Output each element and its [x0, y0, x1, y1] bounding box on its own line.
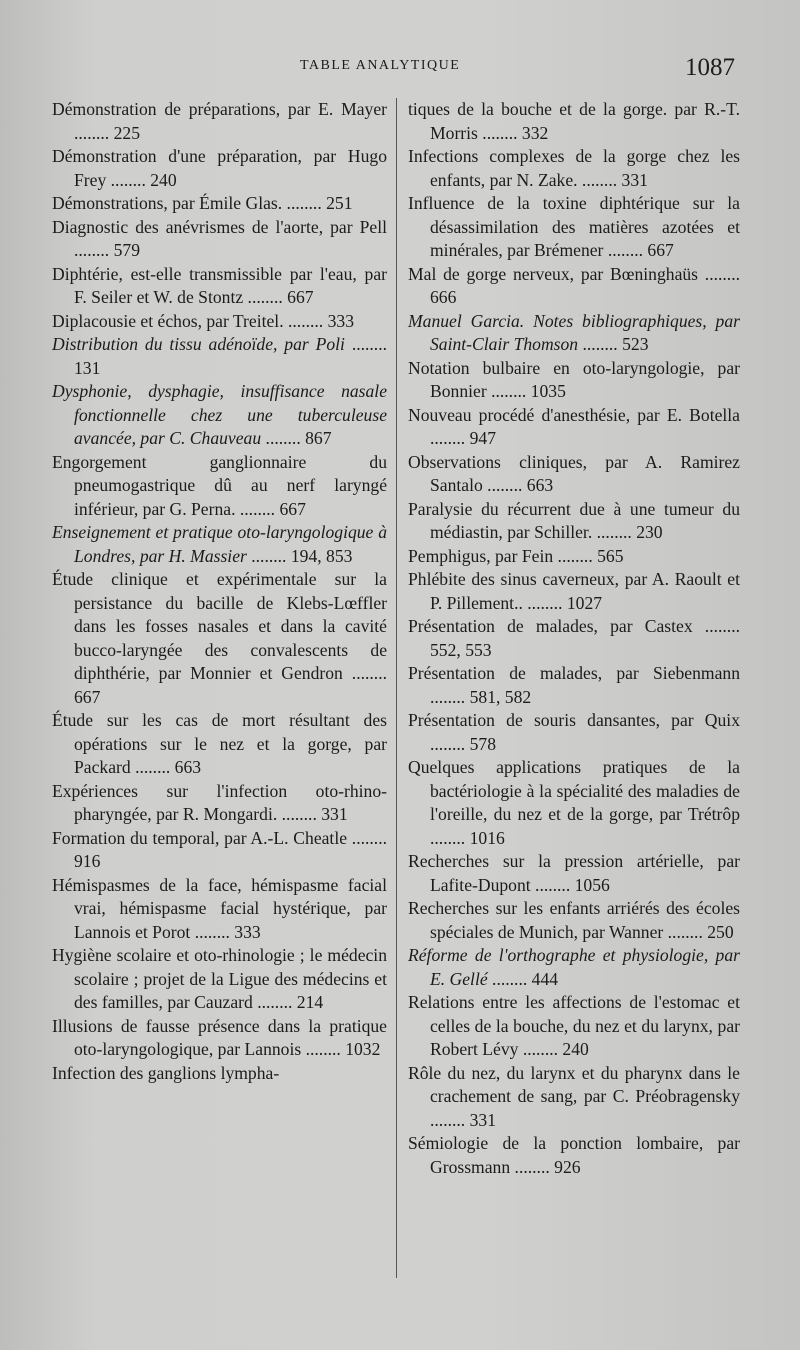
entry-title: Mal de gorge nerveux, par Bœninghaüs: [408, 263, 699, 284]
entry-page-number: 947: [469, 428, 496, 448]
index-entry: [52, 568, 387, 709]
index-entry: [52, 263, 387, 310]
index-entry: [408, 944, 740, 991]
leader-dots: ........: [487, 968, 532, 989]
index-entry: [52, 380, 387, 451]
index-entry: [52, 780, 387, 827]
entry-title: Infection des ganglions lympha-: [52, 1062, 280, 1083]
index-entry: [408, 98, 740, 145]
leader-dots: ........: [344, 334, 388, 354]
leader-dots: ........: [486, 381, 531, 401]
index-entry: [408, 310, 740, 357]
leader-dots: ........: [663, 921, 708, 942]
entry-title: Présentation de malades, par Castex: [408, 616, 693, 636]
index-entry: [408, 263, 740, 310]
entry-title: Présentation de malades, par Siebenmann: [408, 663, 740, 683]
entry-title: Distribution du tissu adénoïde, par Poli: [52, 334, 345, 354]
entry-title: Manuel Garcia. Notes bibliographiques, par Saint-Clair Thomson: [408, 310, 740, 354]
entry-page-number: 667: [74, 686, 101, 707]
index-entry: [52, 451, 387, 522]
entry-title: Recherches sur les enfants arriérés des écoles spéciales de Munich, par Wanner: [408, 898, 740, 942]
leader-dots: ........: [692, 616, 740, 636]
leader-dots: ........: [74, 122, 114, 143]
index-entry: [52, 521, 387, 568]
entry-page-number: 916: [74, 851, 101, 871]
index-entry: [52, 145, 387, 192]
entry-title: Expériences sur l'infection oto-rhino-pharyngée, par R. Mongardi.: [52, 780, 387, 824]
entry-page-number: 240: [562, 1039, 589, 1059]
entry-page-number: 331: [321, 804, 348, 824]
leader-dots: ........: [342, 663, 387, 683]
leader-dots: ........: [522, 592, 567, 613]
entry-title: Diphtérie, est-elle transmissible par l'eau, par F. Seiler et W. de Stontz: [52, 263, 387, 307]
entry-title: Étude sur les cas de mort résultant des opérations sur le nez et la gorge, par Packard: [52, 710, 387, 777]
leader-dots: ........: [74, 240, 114, 260]
leader-dots: ........: [603, 240, 648, 260]
leader-dots: ........: [430, 827, 470, 848]
index-entry: [408, 1062, 740, 1133]
leader-dots: ........: [530, 874, 575, 895]
leader-dots: ........: [430, 1109, 470, 1130]
leader-dots: ........: [246, 545, 291, 566]
index-entry: [408, 568, 740, 615]
index-entry: [52, 874, 387, 945]
index-entry: [408, 991, 740, 1062]
leader-dots: ........: [553, 545, 598, 566]
index-entry: [408, 357, 740, 404]
index-entry: [52, 192, 387, 216]
entry-page-number: 333: [234, 921, 261, 942]
leader-dots: ........: [261, 428, 306, 448]
index-entry: [408, 709, 740, 756]
page-number: 1087: [685, 54, 735, 81]
entry-title: Influence de la toxine diphtérique sur la désassimilation des matières azotées et minérales, par Brémener: [408, 193, 740, 260]
entry-title: Hémispasmes de la face, hémispasme facial vrai, hémispasme facial hystérique, par Lannois et Porot: [52, 874, 387, 942]
index-entry: [408, 192, 740, 263]
entry-page-number: 225: [113, 122, 140, 143]
leader-dots: ........: [282, 193, 327, 213]
entry-page-number: 663: [174, 757, 202, 777]
index-entry: [408, 145, 740, 192]
index-entry: [408, 756, 740, 850]
entry-title: Hygiène scolaire et oto-rhinologie ; le médecin scolaire ; projet de la Ligue des médecins et des familles, par Cauzard: [52, 945, 387, 1012]
entry-title: tiques de la bouche et de la gorge. par R.-T. Morris: [408, 99, 740, 143]
entry-page-number: 333: [327, 310, 354, 331]
entry-title: Réforme de l'orthographe et physiologie, par E. Gellé: [408, 945, 740, 989]
entry-page-number: 194, 853: [290, 545, 353, 566]
entry-title: Nouveau procédé d'anesthésie, par E. Botella: [408, 404, 740, 425]
leader-dots: ........: [698, 263, 740, 284]
entry-title: Infections complexes de la gorge chez les enfants, par N. Zake.: [408, 146, 740, 190]
entry-title: Diagnostic des anévrismes de l'aorte, par Pell: [52, 216, 387, 237]
entry-page-number: 667: [647, 240, 674, 260]
entry-page-number: 523: [622, 334, 649, 354]
entry-title: Engorgement ganglionnaire du pneumogastrique dû au nerf laryngé inférieur, par G. Perna.: [52, 451, 387, 519]
entry-page-number: 251: [326, 193, 353, 213]
index-entry: [408, 615, 740, 662]
entry-page-number: 1016: [469, 827, 505, 848]
entry-page-number: 667: [279, 498, 306, 519]
index-entry: [52, 98, 387, 145]
index-entry: [52, 216, 387, 263]
entry-page-number: 581, 582: [469, 686, 532, 707]
entry-page-number: 1035: [530, 381, 566, 401]
index-entry: [52, 1062, 387, 1086]
column-divider: [396, 98, 397, 1278]
entry-title: Illusions de fausse présence dans la pratique oto-laryngologique, par Lannois: [52, 1015, 387, 1059]
entry-page-number: 1056: [574, 874, 610, 895]
index-entry: [408, 498, 740, 545]
index-entry: [52, 1015, 387, 1062]
entry-title: Présentation de souris dansantes, par Quix: [408, 710, 740, 730]
entry-page-number: 552, 553: [430, 639, 492, 660]
leader-dots: ........: [283, 310, 328, 331]
entry-title: Démonstration d'une préparation, par Hugo Frey: [52, 146, 387, 190]
index-entry: [408, 545, 740, 569]
entry-title: Démonstration de préparations, par E. Mayer: [52, 99, 387, 119]
entry-title: Phlébite des sinus caverneux, par A. Raoult et P. Pillement..: [408, 569, 740, 613]
index-entry: [52, 709, 387, 780]
entry-page-number: 579: [113, 240, 140, 260]
entry-page-number: 240: [150, 169, 177, 190]
entry-page-number: 663: [526, 475, 554, 495]
entry-page-number: 131: [74, 357, 101, 378]
index-entry: [52, 827, 387, 874]
entry-title: Enseignement et pratique oto-laryngologique à Londres, par H. Massier: [52, 522, 387, 566]
leader-dots: ........: [430, 428, 470, 448]
leader-dots: ........: [252, 992, 297, 1012]
entry-page-number: 1027: [566, 592, 603, 613]
entry-title: Paralysie du récurrent due à une tumeur du médiastin, par Schiller.: [408, 498, 740, 542]
entry-title: Observations cliniques, par A. Ramirez Santalo: [408, 451, 740, 495]
entry-title: Formation du temporal, par A.-L. Cheatle: [52, 827, 348, 848]
entry-title: Sémiologie de la ponction lombaire, par Grossmann: [408, 1133, 740, 1177]
entry-title: Pemphigus, par Fein: [408, 545, 554, 566]
index-entry: [52, 333, 387, 380]
leader-dots: ........: [477, 122, 522, 143]
entry-page-number: 867: [305, 428, 332, 448]
leader-dots: ........: [235, 498, 280, 519]
entry-page-number: 332: [521, 122, 549, 143]
leader-dots: ........: [577, 169, 622, 190]
leader-dots: ........: [243, 287, 288, 307]
entry-page-number: 1032: [345, 1039, 381, 1059]
entry-page-number: 926: [554, 1156, 581, 1177]
index-entry: [408, 1132, 740, 1179]
entry-page-number: 578: [469, 733, 496, 754]
leader-dots: ........: [301, 1039, 346, 1059]
entry-title: Dysphonie, dysphagie, insuffisance nasale fonctionnelle chez une tuberculeuse avancée, par C. Chauveau: [52, 381, 387, 448]
entry-title: Démonstrations, par Émile Glas.: [52, 193, 283, 213]
entry-title: Relations entre les affections de l'estomac et celles de la bouche, du nez et du larynx, par Robert Lévy: [408, 992, 740, 1059]
leader-dots: ........: [518, 1039, 563, 1059]
leader-dots: ........: [106, 169, 151, 190]
entry-page-number: 667: [287, 287, 314, 307]
leader-dots: ........: [430, 733, 470, 754]
leader-dots: ........: [510, 1156, 555, 1177]
entry-page-number: 250: [707, 921, 734, 942]
index-column-left: [52, 98, 387, 1085]
entry-page-number: 214: [296, 992, 324, 1012]
index-entry: [408, 850, 740, 897]
entry-page-number: 565: [597, 545, 624, 566]
index-entry: [408, 404, 740, 451]
leader-dots: ........: [130, 757, 175, 777]
entry-title: Rôle du nez, du larynx et du pharynx dans le crachement de sang, par C. Préobragensky: [408, 1062, 740, 1106]
entry-title: Diplacousie et échos, par Treitel.: [52, 310, 284, 331]
leader-dots: ........: [347, 827, 387, 848]
leader-dots: ........: [277, 804, 322, 824]
index-entry: [52, 944, 387, 1015]
entry-title: Étude clinique et expérimentale sur la persistance du bacille de Klebs-Lœffler dans les fosses nasales et dans la cavité bucco-laryngée des convalescents de diphthérie, par Monnier et Gendron: [52, 569, 387, 683]
leader-dots: ........: [482, 475, 527, 495]
entry-title: Notation bulbaire en oto-laryngologie, par Bonnier: [408, 357, 740, 401]
leader-dots: ........: [578, 334, 623, 354]
index-entry: [52, 310, 387, 334]
index-entry: [408, 662, 740, 709]
running-title: TABLE ANALYTIQUE: [300, 58, 461, 73]
entry-title: Quelques applications pratiques de la bactériologie à la spécialité des maladies de l'oreille, du nez et de la gorge, par Trétrôp: [408, 757, 740, 824]
leader-dots: ........: [430, 686, 470, 707]
leader-dots: ........: [592, 522, 637, 542]
index-entry: [408, 451, 740, 498]
entry-title: Recherches sur la pression artérielle, par Lafite-Dupont: [408, 851, 740, 895]
entry-page-number: 230: [636, 522, 663, 542]
entry-page-number: 444: [531, 968, 559, 989]
entry-page-number: 666: [430, 287, 457, 307]
index-entry: [408, 897, 740, 944]
entry-page-number: 331: [469, 1109, 496, 1130]
entry-page-number: 331: [621, 169, 648, 190]
index-column-right: [408, 98, 740, 1179]
leader-dots: ........: [190, 921, 235, 942]
